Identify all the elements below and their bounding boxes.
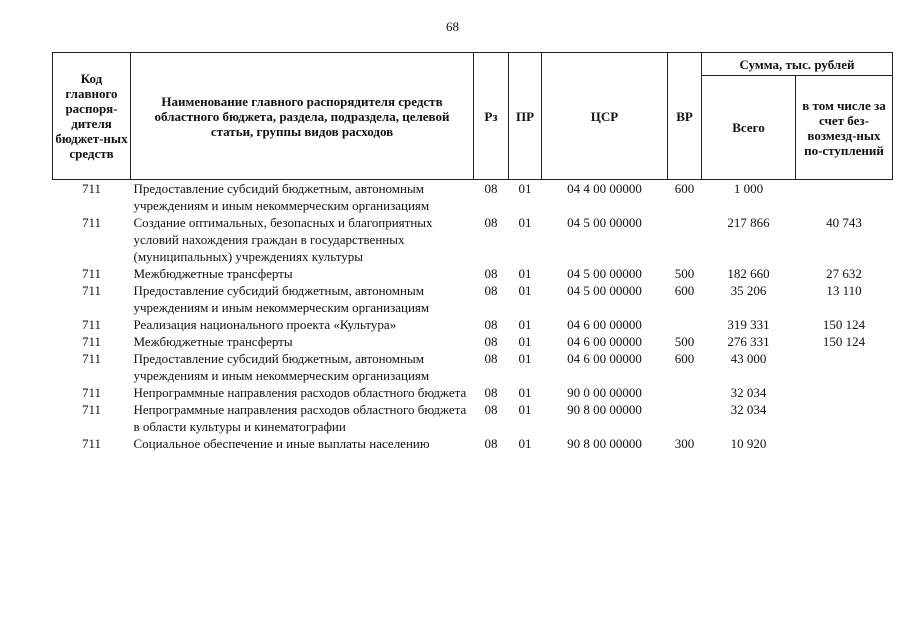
row-total: 43 000 — [730, 351, 767, 366]
row-incl — [796, 350, 893, 384]
row-pr: 01 — [518, 436, 532, 451]
row-csr: 04 5 00 00000 — [567, 266, 642, 281]
row-code: 711 — [81, 283, 102, 298]
header-total: Всего — [702, 76, 796, 180]
table-row — [53, 401, 893, 435]
row-pr: 01 — [518, 317, 532, 332]
row-total: 182 660 — [727, 266, 770, 281]
row-total: 35 206 — [730, 283, 767, 298]
row-rz: 08 — [484, 317, 498, 332]
row-code: 711 — [81, 351, 102, 366]
row-rz: 08 — [484, 266, 498, 281]
row-code: 711 — [81, 266, 102, 281]
row-rz: 08 — [484, 402, 498, 417]
row-csr: 04 4 00 00000 — [567, 181, 642, 196]
row-incl: 150 124 — [822, 334, 866, 349]
row-pr: 01 — [518, 283, 532, 298]
row-total: 10 920 — [730, 436, 767, 451]
row-csr: 90 8 00 00000 — [567, 436, 642, 451]
row-pr: 01 — [518, 215, 532, 230]
row-vr: 600 — [674, 351, 695, 366]
row-vr: 500 — [674, 266, 695, 281]
row-incl: 27 632 — [826, 266, 862, 281]
row-total: 319 331 — [727, 317, 770, 332]
row-name: Непрограммные направления расходов областного бюджета в области культуры и кинематографии — [133, 402, 467, 434]
row-vr — [668, 401, 702, 435]
row-pr: 01 — [518, 402, 532, 417]
row-csr: 04 5 00 00000 — [567, 215, 642, 230]
row-incl: 13 110 — [826, 283, 862, 298]
row-rz: 08 — [484, 351, 498, 366]
row-incl: 40 743 — [826, 215, 862, 230]
row-incl — [796, 401, 893, 435]
row-name: Создание оптимальных, безопасных и благоприятных условий нахождения граждан в государственных (муниципальных) учреждениях культуры — [133, 215, 433, 264]
row-vr: 600 — [674, 283, 695, 298]
header-code: Код главного распоря-дителя бюджет-ных средств — [53, 53, 131, 180]
row-rz: 08 — [484, 436, 498, 451]
header-sum-group: Сумма, тыс. рублей — [702, 53, 893, 76]
row-pr: 01 — [518, 385, 532, 400]
row-csr: 04 6 00 00000 — [567, 351, 642, 366]
table-row — [53, 180, 893, 215]
row-rz: 08 — [484, 283, 498, 298]
row-vr: 500 — [674, 334, 695, 349]
table-body — [53, 180, 893, 453]
row-csr: 04 5 00 00000 — [567, 283, 642, 298]
row-total: 32 034 — [730, 385, 767, 400]
row-rz: 08 — [484, 181, 498, 196]
row-code: 711 — [81, 334, 102, 349]
table-row — [53, 282, 893, 316]
page-number: 68 — [446, 19, 459, 34]
row-name: Межбюджетные трансферты — [133, 266, 293, 281]
row-vr — [668, 214, 702, 265]
row-vr — [668, 384, 702, 401]
row-code: 711 — [81, 215, 102, 230]
row-name: Непрограммные направления расходов областного бюджета — [133, 385, 467, 400]
row-incl: 150 124 — [822, 317, 866, 332]
row-name: Социальное обеспечение и иные выплаты населению — [133, 436, 430, 451]
row-total: 32 034 — [730, 402, 767, 417]
row-incl — [796, 435, 893, 452]
row-rz: 08 — [484, 385, 498, 400]
row-total: 276 331 — [727, 334, 770, 349]
table-row — [53, 214, 893, 265]
row-vr: 300 — [674, 436, 695, 451]
row-pr: 01 — [518, 181, 532, 196]
row-name: Предоставление субсидий бюджетным, автономным учреждениям и иным некоммерческим организациям — [133, 351, 430, 383]
table-header — [53, 53, 893, 180]
row-total: 1 000 — [733, 181, 764, 196]
row-code: 711 — [81, 402, 102, 417]
header-name: Наименование главного распорядителя средств областного бюджета, раздела, подраздела, целевой статьи, группы видов расходов — [131, 53, 474, 180]
budget-table — [52, 52, 893, 452]
header-vr: ВР — [668, 53, 702, 180]
table-row — [53, 265, 893, 282]
row-csr: 04 6 00 00000 — [567, 334, 642, 349]
row-code: 711 — [81, 385, 102, 400]
header-incl: в том числе за счет без-возмезд-ных по-ступлений — [796, 76, 893, 180]
table-row — [53, 333, 893, 350]
row-code: 711 — [81, 317, 102, 332]
header-csr: ЦСР — [542, 53, 668, 180]
row-vr: 600 — [674, 181, 695, 196]
row-code: 711 — [81, 181, 102, 196]
row-csr: 90 8 00 00000 — [567, 402, 642, 417]
table-row — [53, 350, 893, 384]
row-vr — [668, 316, 702, 333]
table-row — [53, 384, 893, 401]
row-pr: 01 — [518, 351, 532, 366]
row-name: Реализация национального проекта «Культура» — [133, 317, 397, 332]
header-rz: Рз — [474, 53, 509, 180]
row-incl — [796, 180, 893, 215]
row-name: Предоставление субсидий бюджетным, автономным учреждениям и иным некоммерческим организациям — [133, 283, 430, 315]
row-name: Межбюджетные трансферты — [133, 334, 293, 349]
row-pr: 01 — [518, 266, 532, 281]
table-row — [53, 435, 893, 452]
header-pr: ПР — [509, 53, 542, 180]
row-name: Предоставление субсидий бюджетным, автономным учреждениям и иным некоммерческим организациям — [133, 181, 430, 213]
row-total: 217 866 — [727, 215, 770, 230]
row-csr: 90 0 00 00000 — [567, 385, 642, 400]
row-incl — [796, 384, 893, 401]
row-pr: 01 — [518, 334, 532, 349]
row-code: 711 — [81, 436, 102, 451]
table-row — [53, 316, 893, 333]
row-rz: 08 — [484, 215, 498, 230]
row-rz: 08 — [484, 334, 498, 349]
row-csr: 04 6 00 00000 — [567, 317, 642, 332]
